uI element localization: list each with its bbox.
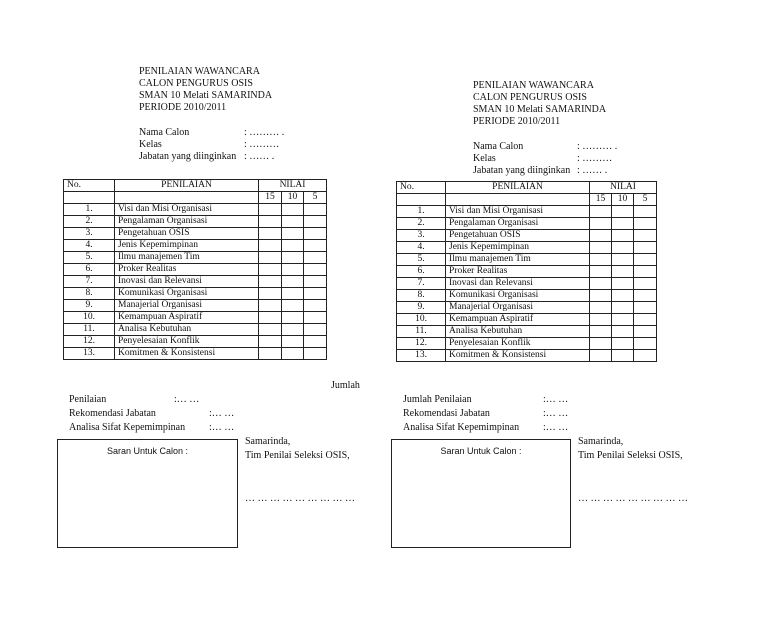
- row-no: 3.: [64, 228, 115, 240]
- score-cell[interactable]: [590, 326, 612, 338]
- row-item: Ilmu manajemen Tim: [115, 252, 259, 264]
- score-cell[interactable]: [634, 218, 657, 230]
- col-nilai-header: NILAI: [259, 180, 327, 192]
- row-item: Pengetahuan OSIS: [115, 228, 259, 240]
- row-no: 9.: [64, 300, 115, 312]
- row-item: Komunikasi Organisasi: [446, 290, 590, 302]
- row-no: 10.: [64, 312, 115, 324]
- table-row: [397, 254, 657, 266]
- row-no: 6.: [64, 264, 115, 276]
- saran-title: Saran Untuk Calon :: [106, 446, 189, 456]
- row-item: Manajerial Organisasi: [115, 300, 259, 312]
- row-item: Proker Realitas: [446, 266, 590, 278]
- col-no-header: No.: [64, 180, 115, 192]
- rekomendasi-label: Rekomendasi Jabatan: [403, 408, 490, 419]
- score-cell[interactable]: [590, 314, 612, 326]
- jabatan-value: : …… .: [577, 165, 608, 176]
- row-item: Jenis Kepemimpinan: [115, 240, 259, 252]
- nama-value: : ……… .: [244, 127, 285, 138]
- score-cell[interactable]: [634, 206, 657, 218]
- nama-label: Nama Calon: [473, 141, 524, 152]
- row-item: Manajerial Organisasi: [446, 302, 590, 314]
- header-subtitle: CALON PENGURUS OSIS: [139, 78, 253, 89]
- analisa-label: Analisa Sifat Kepemimpinan: [69, 422, 186, 433]
- table-row: [397, 206, 657, 218]
- nama-label: Nama Calon: [139, 127, 190, 138]
- col-no-header: No.: [397, 182, 446, 194]
- row-no: 11.: [64, 324, 115, 336]
- score-cell[interactable]: [612, 338, 634, 350]
- jabatan-label: Jabatan yang diinginkan: [473, 165, 571, 176]
- row-item: Komitmen & Konsistensi: [446, 350, 590, 362]
- signature-line: … … … … … … … … …: [245, 493, 355, 504]
- header-title: PENILAIAN WAWANCARA: [139, 66, 260, 77]
- score-cell[interactable]: [612, 314, 634, 326]
- score-cell[interactable]: [590, 230, 612, 242]
- score-15-header: 15: [259, 192, 282, 204]
- nama-value: : ……… .: [577, 141, 618, 152]
- score-cell[interactable]: [634, 230, 657, 242]
- score-5-header: 5: [304, 192, 327, 204]
- row-no: 7.: [397, 278, 446, 290]
- row-item: Penyelesaian Konflik: [115, 336, 259, 348]
- score-cell[interactable]: [612, 266, 634, 278]
- jabatan-value: : …… .: [244, 151, 275, 162]
- row-item: Kemampuan Aspiratif: [115, 312, 259, 324]
- rekomendasi-value: :… …: [543, 408, 569, 419]
- kelas-label: Kelas: [139, 139, 162, 150]
- score-cell[interactable]: [590, 218, 612, 230]
- signature-line: … … … … … … … … …: [578, 493, 688, 504]
- header-period: PERIODE 2010/2011: [473, 116, 561, 127]
- header-school: SMAN 10 Melati SAMARINDA: [473, 104, 607, 115]
- row-item: Visi dan Misi Organisasi: [446, 206, 590, 218]
- table-row: [397, 230, 657, 242]
- score-10-header: 10: [282, 192, 304, 204]
- saran-box[interactable]: [391, 439, 571, 548]
- signature-role: Tim Penilai Seleksi OSIS,: [578, 450, 683, 461]
- table-row: [397, 314, 657, 326]
- signature-place: Samarinda,: [245, 436, 291, 447]
- score-cell[interactable]: [634, 290, 657, 302]
- row-item: Inovasi dan Relevansi: [446, 278, 590, 290]
- score-cell[interactable]: [612, 206, 634, 218]
- header-title: PENILAIAN WAWANCARA: [473, 80, 594, 91]
- header-period: PERIODE 2010/2011: [139, 102, 227, 113]
- analisa-label: Analisa Sifat Kepemimpinan: [403, 422, 520, 433]
- score-cell[interactable]: [590, 290, 612, 302]
- row-item: Ilmu manajemen Tim: [446, 254, 590, 266]
- row-item: Jenis Kepemimpinan: [446, 242, 590, 254]
- row-no: 2.: [397, 218, 446, 230]
- rekomendasi-label: Rekomendasi Jabatan: [69, 408, 156, 419]
- score-cell[interactable]: [590, 206, 612, 218]
- row-no: 6.: [397, 266, 446, 278]
- penilaian-value: :… …: [543, 394, 569, 405]
- table-row: [397, 266, 657, 278]
- score-cell[interactable]: [612, 218, 634, 230]
- score-cell[interactable]: [634, 302, 657, 314]
- kelas-label: Kelas: [473, 153, 496, 164]
- row-no: 12.: [397, 338, 446, 350]
- table-row: [397, 326, 657, 338]
- row-item: Pengetahuan OSIS: [446, 230, 590, 242]
- row-item: Analisa Kebutuhan: [446, 326, 590, 338]
- kelas-value: : ………: [244, 139, 280, 150]
- saran-title: Saran Untuk Calon :: [440, 446, 522, 456]
- penilaian-value: :… …: [174, 394, 200, 405]
- col-penilaian-header: PENILAIAN: [115, 180, 259, 192]
- row-item: Kemampuan Aspiratif: [446, 314, 590, 326]
- row-no: 8.: [397, 290, 446, 302]
- score-cell[interactable]: [634, 278, 657, 290]
- score-table: [396, 181, 657, 362]
- score-cell[interactable]: [590, 278, 612, 290]
- score-cell[interactable]: [634, 338, 657, 350]
- score-cell[interactable]: [634, 326, 657, 338]
- score-cell[interactable]: [612, 302, 634, 314]
- score-cell[interactable]: [590, 242, 612, 254]
- score-cell[interactable]: [590, 350, 612, 362]
- kelas-value: : ………: [577, 153, 613, 164]
- analisa-value: :… …: [209, 422, 235, 433]
- score-cell[interactable]: [634, 254, 657, 266]
- col-nilai-header: NILAI: [590, 182, 657, 194]
- header-subtitle: CALON PENGURUS OSIS: [473, 92, 587, 103]
- score-cell[interactable]: [590, 266, 612, 278]
- score-cell[interactable]: [634, 314, 657, 326]
- score-cell[interactable]: [590, 338, 612, 350]
- score-cell[interactable]: [612, 278, 634, 290]
- row-no: 2.: [64, 216, 115, 228]
- table-row: [397, 350, 657, 362]
- score-cell[interactable]: [634, 350, 657, 362]
- row-no: 5.: [397, 254, 446, 266]
- score-5-header: 5: [634, 194, 657, 206]
- row-no: 5.: [64, 252, 115, 264]
- row-no: 4.: [64, 240, 115, 252]
- signature-place: Samarinda,: [578, 436, 624, 447]
- jabatan-label: Jabatan yang diinginkan: [139, 151, 237, 162]
- score-15-header: 15: [590, 194, 612, 206]
- score-cell[interactable]: [612, 254, 634, 266]
- row-item: Komitmen & Konsistensi: [115, 348, 259, 360]
- jumlah-penilaian-label: Jumlah Penilaian: [403, 394, 472, 405]
- header-school: SMAN 10 Melati SAMARINDA: [139, 90, 273, 101]
- score-cell[interactable]: [612, 326, 634, 338]
- table-row: [397, 302, 657, 314]
- score-10-header: 10: [612, 194, 634, 206]
- blank-cell: [446, 194, 590, 206]
- table-row: [397, 218, 657, 230]
- penilaian-label: Penilaian: [69, 394, 107, 405]
- score-cell[interactable]: [590, 254, 612, 266]
- rekomendasi-value: :… …: [209, 408, 235, 419]
- col-penilaian-header: PENILAIAN: [446, 182, 590, 194]
- analisa-value: :… …: [543, 422, 569, 433]
- score-cell[interactable]: [612, 242, 634, 254]
- jumlah-label: Jumlah: [331, 380, 360, 391]
- table-row: [397, 338, 657, 350]
- row-no: 9.: [397, 302, 446, 314]
- row-no: 12.: [64, 336, 115, 348]
- score-cell[interactable]: [612, 230, 634, 242]
- row-no: 4.: [397, 242, 446, 254]
- score-cell[interactable]: [612, 350, 634, 362]
- row-item: Proker Realitas: [115, 264, 259, 276]
- row-no: 1.: [64, 204, 115, 216]
- table-row: [397, 278, 657, 290]
- row-no: 7.: [64, 276, 115, 288]
- score-cell[interactable]: [612, 290, 634, 302]
- row-no: 13.: [64, 348, 115, 360]
- blank-cell: [397, 194, 446, 206]
- table-row: [397, 290, 657, 302]
- score-cell[interactable]: [634, 266, 657, 278]
- row-item: Analisa Kebutuhan: [115, 324, 259, 336]
- row-no: 11.: [397, 326, 446, 338]
- row-item: Komunikasi Organisasi: [115, 288, 259, 300]
- row-item: Visi dan Misi Organisasi: [115, 204, 259, 216]
- score-cell[interactable]: [590, 302, 612, 314]
- row-no: 13.: [397, 350, 446, 362]
- row-no: 1.: [397, 206, 446, 218]
- row-no: 3.: [397, 230, 446, 242]
- row-no: 10.: [397, 314, 446, 326]
- row-item: Inovasi dan Relevansi: [115, 276, 259, 288]
- row-item: Penyelesaian Konflik: [446, 338, 590, 350]
- row-item: Pengalaman Organisasi: [115, 216, 259, 228]
- table-row: [397, 242, 657, 254]
- signature-role: Tim Penilai Seleksi OSIS,: [245, 450, 350, 461]
- score-cell[interactable]: [634, 242, 657, 254]
- row-item: Pengalaman Organisasi: [446, 218, 590, 230]
- row-no: 8.: [64, 288, 115, 300]
